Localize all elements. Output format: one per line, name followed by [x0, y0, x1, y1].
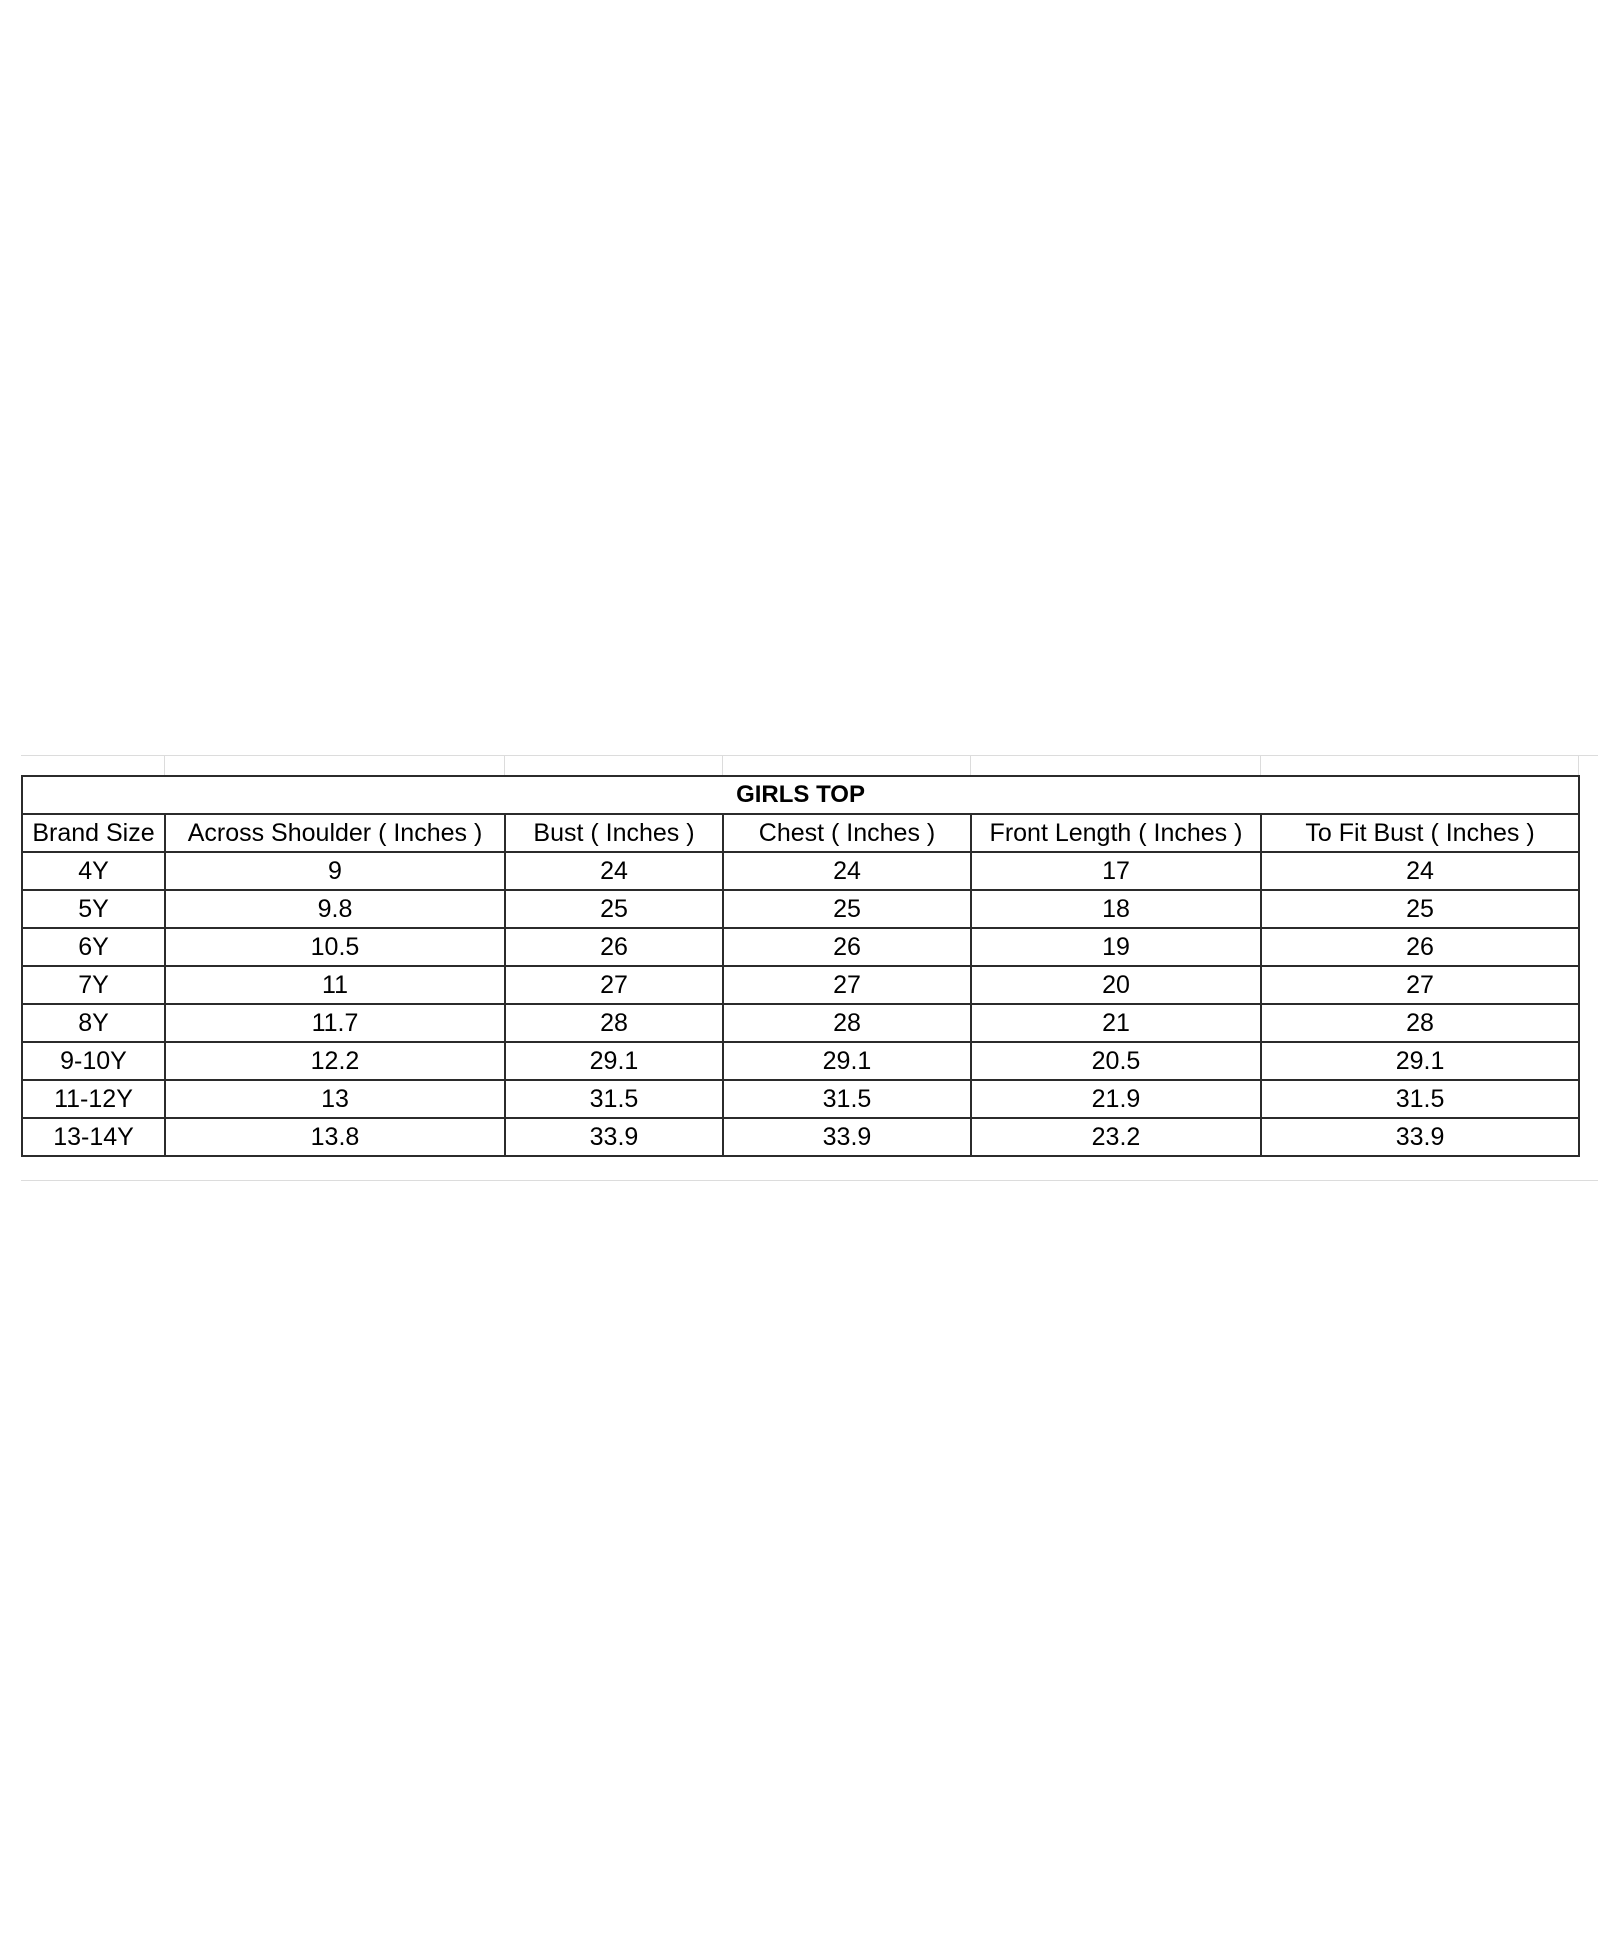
cell-front-length: 21.9 — [971, 1080, 1261, 1118]
cell-front-length: 20.5 — [971, 1042, 1261, 1080]
cell-to-fit-bust: 31.5 — [1261, 1080, 1579, 1118]
cell-brand-size: 13-14Y — [22, 1118, 165, 1156]
cell-brand-size: 8Y — [22, 1004, 165, 1042]
gridline — [722, 755, 723, 775]
cell-brand-size: 9-10Y — [22, 1042, 165, 1080]
header-row — [22, 814, 1579, 852]
cell-front-length: 18 — [971, 890, 1261, 928]
cell-to-fit-bust: 33.9 — [1261, 1118, 1579, 1156]
cell-chest: 33.9 — [723, 1118, 971, 1156]
table-row — [22, 1080, 1579, 1118]
gridline — [164, 755, 165, 775]
table-row — [22, 1042, 1579, 1080]
cell-front-length: 19 — [971, 928, 1261, 966]
cell-across-shoulder: 10.5 — [165, 928, 505, 966]
table-row — [22, 1004, 1579, 1042]
header-bust: Bust ( Inches ) — [505, 814, 723, 852]
cell-across-shoulder: 13 — [165, 1080, 505, 1118]
gridline — [1578, 755, 1579, 775]
cell-bust: 28 — [505, 1004, 723, 1042]
header-brand-size: Brand Size — [22, 814, 165, 852]
table-title: GIRLS TOP — [22, 776, 1579, 814]
cell-chest: 25 — [723, 890, 971, 928]
cell-to-fit-bust: 26 — [1261, 928, 1579, 966]
cell-chest: 28 — [723, 1004, 971, 1042]
cell-brand-size: 5Y — [22, 890, 165, 928]
cell-chest: 26 — [723, 928, 971, 966]
cell-chest: 27 — [723, 966, 971, 1004]
cell-across-shoulder: 13.8 — [165, 1118, 505, 1156]
cell-to-fit-bust: 28 — [1261, 1004, 1579, 1042]
gridline — [970, 755, 971, 775]
cell-bust: 31.5 — [505, 1080, 723, 1118]
gridline — [21, 1180, 1598, 1181]
cell-chest: 31.5 — [723, 1080, 971, 1118]
cell-front-length: 21 — [971, 1004, 1261, 1042]
table-row — [22, 852, 1579, 890]
table-row — [22, 1118, 1579, 1156]
cell-bust: 33.9 — [505, 1118, 723, 1156]
cell-brand-size: 7Y — [22, 966, 165, 1004]
cell-front-length: 17 — [971, 852, 1261, 890]
cell-front-length: 20 — [971, 966, 1261, 1004]
cell-front-length: 23.2 — [971, 1118, 1261, 1156]
cell-to-fit-bust: 25 — [1261, 890, 1579, 928]
header-across-shoulder: Across Shoulder ( Inches ) — [165, 814, 505, 852]
table-row — [22, 890, 1579, 928]
cell-bust: 26 — [505, 928, 723, 966]
header-to-fit-bust: To Fit Bust ( Inches ) — [1261, 814, 1579, 852]
cell-brand-size: 11-12Y — [22, 1080, 165, 1118]
title-row — [22, 776, 1579, 814]
cell-across-shoulder: 11.7 — [165, 1004, 505, 1042]
table-row — [22, 928, 1579, 966]
cell-across-shoulder: 11 — [165, 966, 505, 1004]
cell-bust: 27 — [505, 966, 723, 1004]
cell-to-fit-bust: 29.1 — [1261, 1042, 1579, 1080]
gridline — [21, 755, 1598, 756]
size-chart-table — [21, 775, 1580, 1157]
cell-bust: 24 — [505, 852, 723, 890]
cell-across-shoulder: 12.2 — [165, 1042, 505, 1080]
gridline — [1260, 755, 1261, 775]
cell-brand-size: 6Y — [22, 928, 165, 966]
cell-brand-size: 4Y — [22, 852, 165, 890]
header-chest: Chest ( Inches ) — [723, 814, 971, 852]
cell-to-fit-bust: 24 — [1261, 852, 1579, 890]
cell-bust: 25 — [505, 890, 723, 928]
cell-to-fit-bust: 27 — [1261, 966, 1579, 1004]
cell-chest: 24 — [723, 852, 971, 890]
cell-bust: 29.1 — [505, 1042, 723, 1080]
table-row — [22, 966, 1579, 1004]
header-front-length: Front Length ( Inches ) — [971, 814, 1261, 852]
cell-chest: 29.1 — [723, 1042, 971, 1080]
cell-across-shoulder: 9 — [165, 852, 505, 890]
gridline — [504, 755, 505, 775]
cell-across-shoulder: 9.8 — [165, 890, 505, 928]
